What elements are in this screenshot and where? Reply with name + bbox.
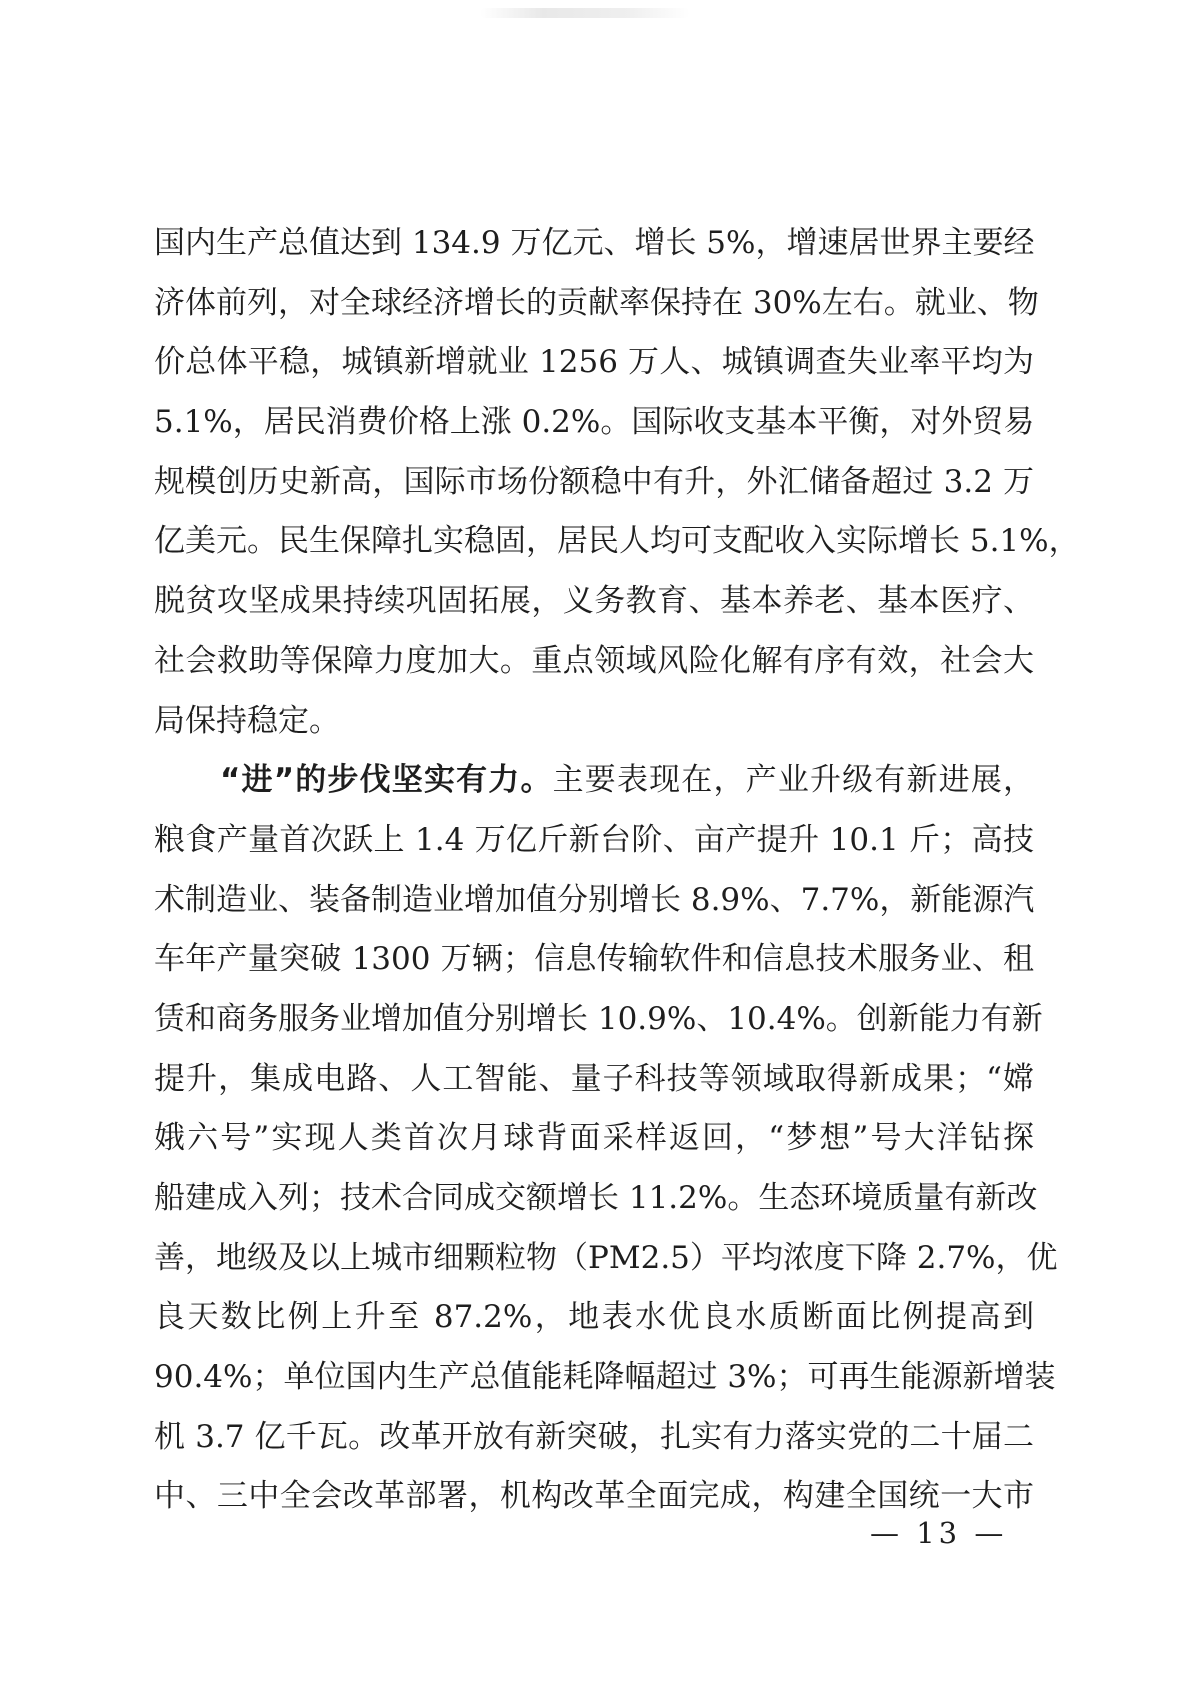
- text-line: 术制造业、装备制造业增加值分别增长 8.9%、7.7%，新能源汽: [154, 881, 1035, 918]
- text-line: 良天数比例上升至 87.2%，地表水优良水质断面比例提高到: [154, 1299, 1034, 1336]
- paragraph-first-line: [154, 751, 1034, 811]
- text-line: 国内生产总值达到 134.9 万亿元、增长 5%，增速居世界主要经: [154, 225, 1035, 261]
- text-line: 中、三中全会改革部署，机构改革全面完成，构建全国统一大市: [154, 1478, 1034, 1515]
- page-number: — 13 —: [870, 1516, 1008, 1550]
- paragraph-progress: [154, 751, 1058, 1527]
- text-line: 善，地级及以上城市细颗粒物（PM2.5）平均浓度下降 2.7%，优: [154, 1239, 1058, 1276]
- text-line: 提升，集成电路、人工智能、量子科技等领域取得新成果；“嫦: [154, 1060, 1034, 1097]
- text-line: 局保持稳定。: [154, 702, 340, 739]
- text-line: 车年产量突破 1300 万辆；信息传输软件和信息技术服务业、租: [154, 941, 1034, 978]
- text-line: 规模创历史新高，国际市场份额稳中有升，外汇储备超过 3.2 万: [154, 463, 1034, 500]
- text-line: 5.1%，居民消费价格上涨 0.2%。国际收支基本平衡，对外贸易: [154, 404, 1035, 441]
- body-text: [154, 214, 1080, 1527]
- text-line: 亿美元。民生保障扎实稳固，居民人均可支配收入实际增长 5.1%，: [154, 523, 1080, 560]
- text-line: 社会救助等保障力度加大。重点领域风险化解有序有效，社会大: [154, 642, 1034, 679]
- text-line: 脱贫攻坚成果持续巩固拓展，义务教育、基本养老、基本医疗、: [154, 583, 1034, 620]
- text-line: 机 3.7 亿千瓦。改革开放有新突破，扎实有力落实党的二十届二: [154, 1418, 1034, 1455]
- text-line: 赁和商务服务业增加值分别增长 10.9%、10.4%。创新能力有新: [154, 1000, 1043, 1037]
- paragraph-lead-heading: “进”的步伐坚实有力。: [220, 762, 553, 799]
- text-line: 90.4%；单位国内生产总值能耗降幅超过 3%；可再生能源新增装: [154, 1359, 1056, 1396]
- paragraph-first-line-text: 主要表现在，产业升级有新进展，: [552, 762, 1035, 799]
- paragraph-economy-stable: [154, 214, 1080, 751]
- scan-artifact: [480, 8, 690, 18]
- text-line: 娥六号”实现人类首次月球背面采样返回，“梦想”号大洋钻探: [154, 1120, 1034, 1157]
- text-line: 济体前列，对全球经济增长的贡献率保持在 30%左右。就业、物: [154, 284, 1039, 321]
- text-line: 价总体平稳，城镇新增就业 1256 万人、城镇调查失业率平均为: [154, 344, 1034, 381]
- text-line: 粮食产量首次跃上 1.4 万亿斤新台阶、亩产提升 10.1 斤；高技: [154, 821, 1034, 858]
- text-line: 船建成入列；技术合同成交额增长 11.2%。生态环境质量有新改: [154, 1180, 1038, 1216]
